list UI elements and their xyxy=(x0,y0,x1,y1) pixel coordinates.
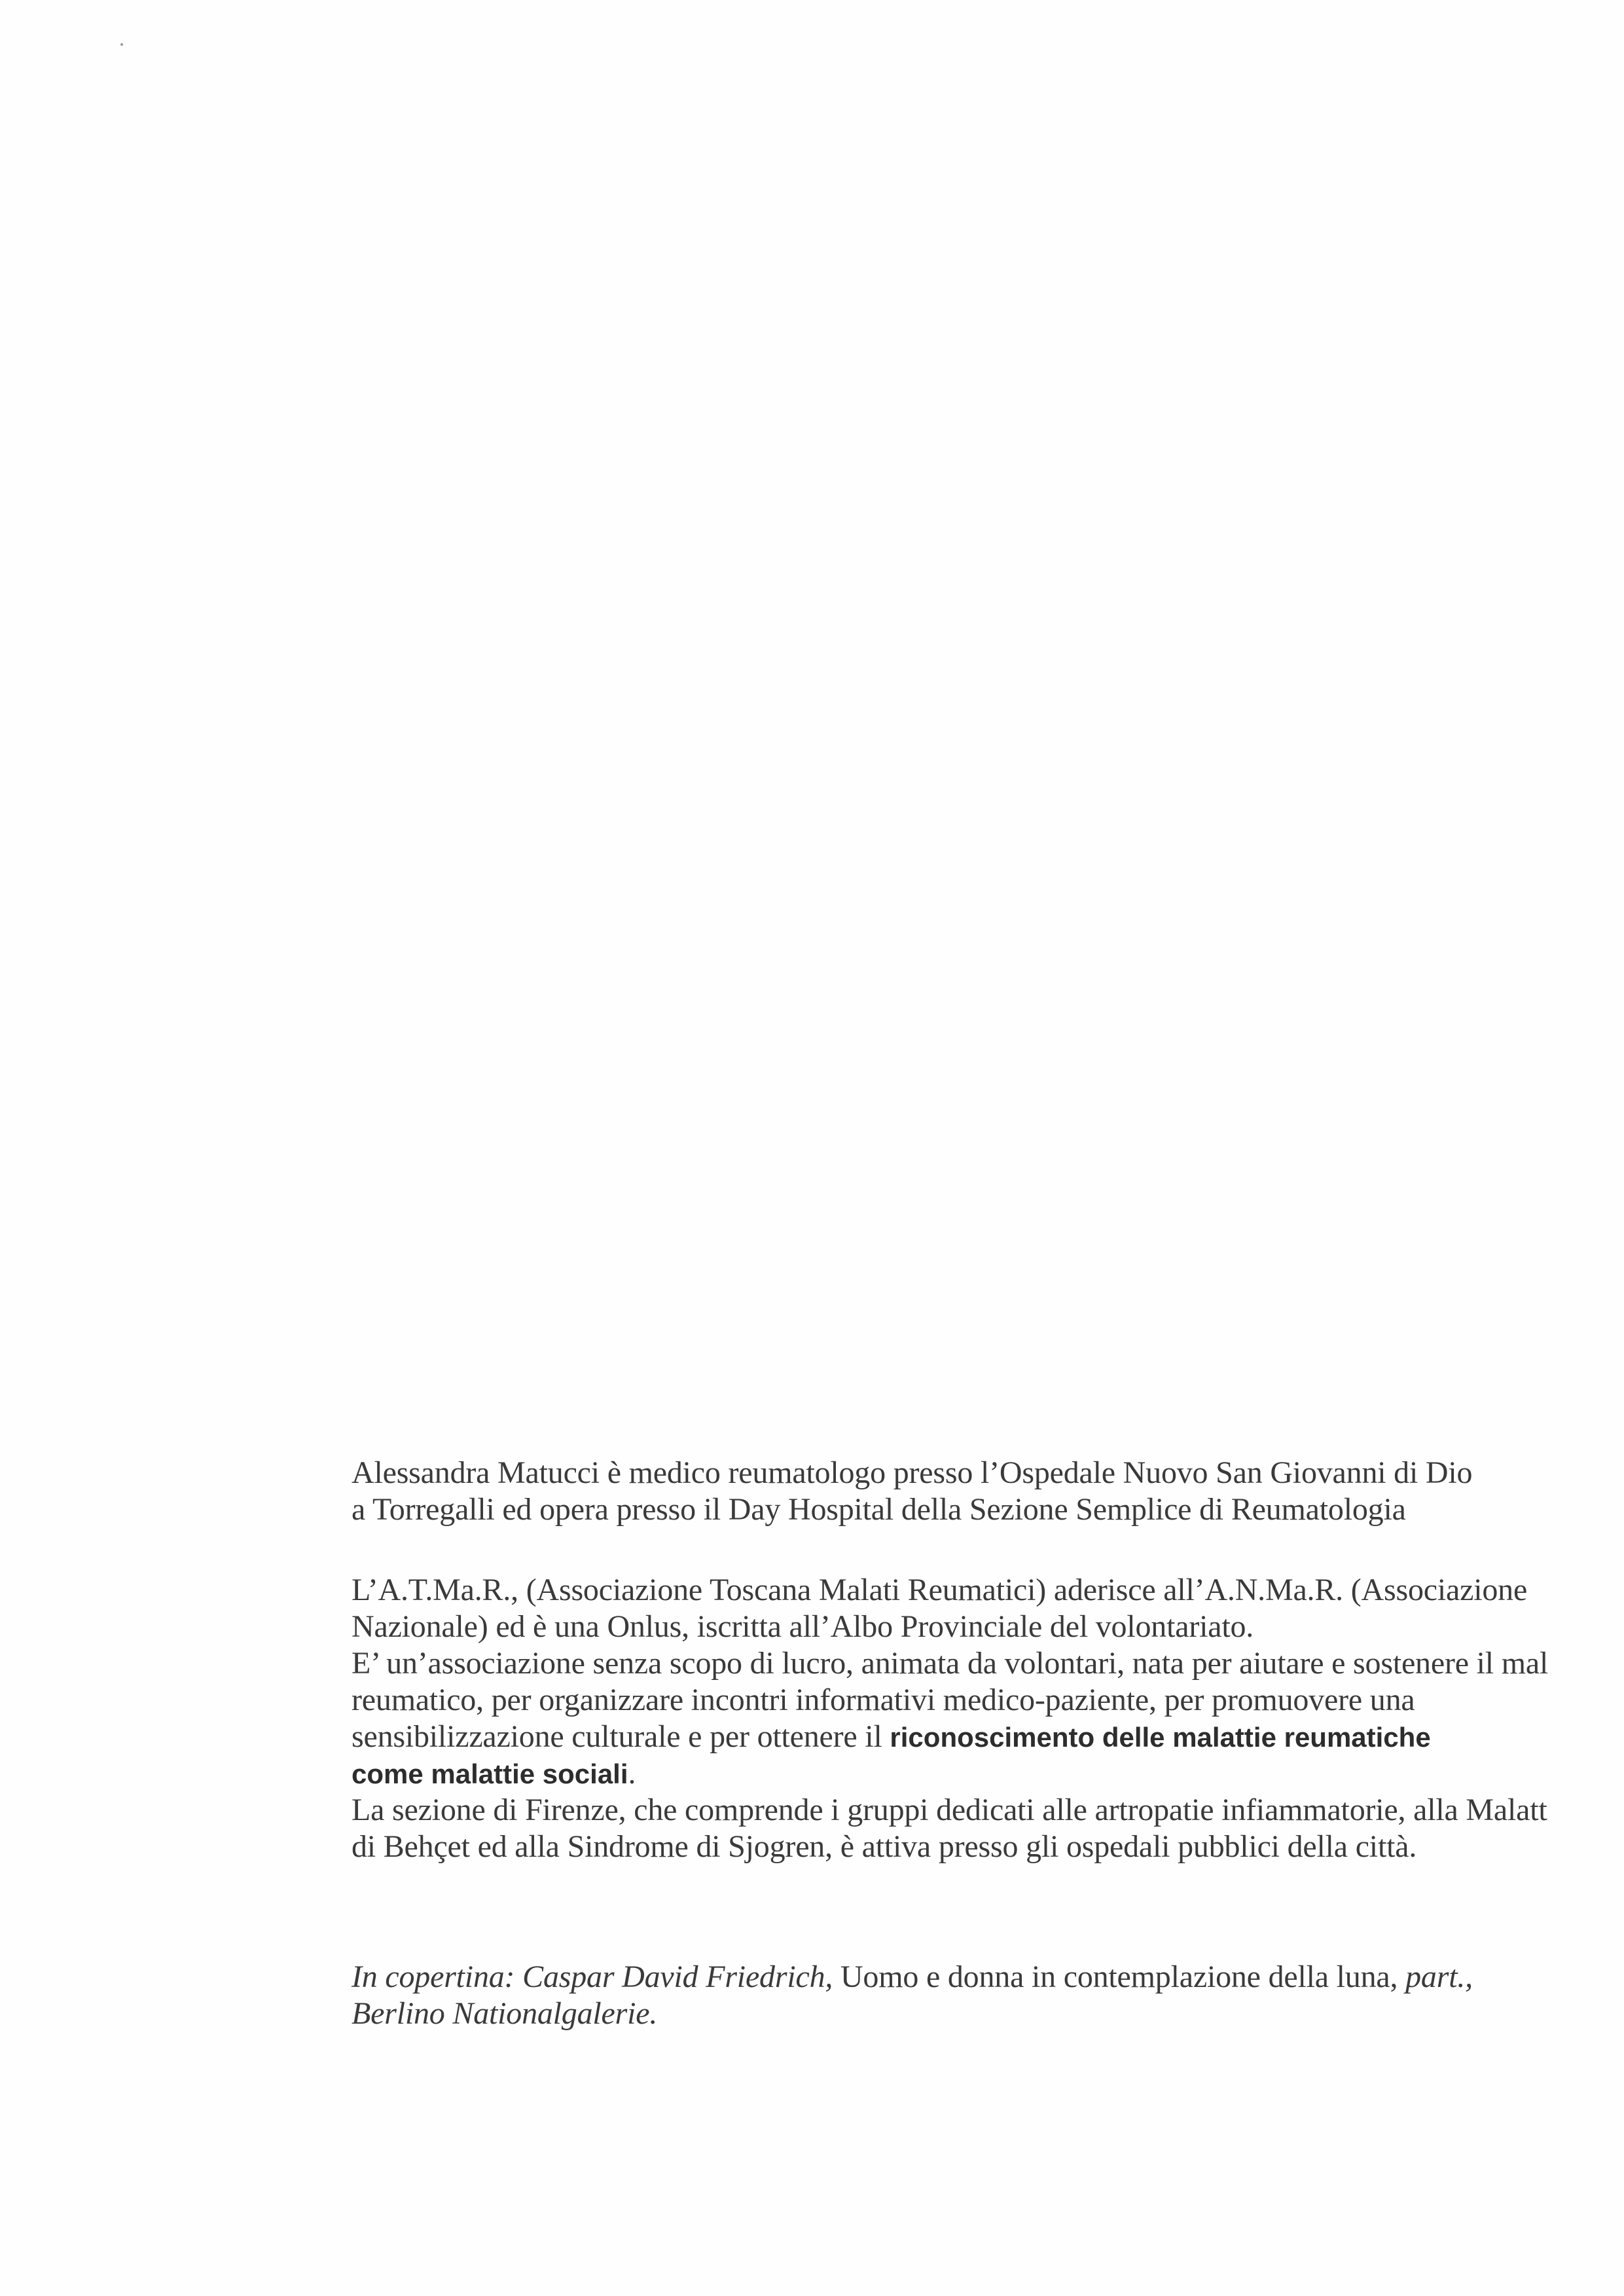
association-line-5 xyxy=(352,1719,1624,1755)
author-note-line-1: Alessandra Matucci è medico reumatologo presso l’Ospedale Nuovo San Giovanni di Dio xyxy=(352,1455,1473,1490)
association-line-5-text: sensibilizzazione culturale e per ottenere il xyxy=(352,1719,890,1754)
association-line-4: reumatico, per organizzare incontri informativi medico-paziente, per promuovere una xyxy=(352,1683,1415,1717)
cover-credit-location: Berlino Nationalgalerie. xyxy=(352,1996,658,2031)
cover-credit xyxy=(352,1959,1624,2032)
cover-credit-artwork-title: Uomo e donna in contemplazione della luna, xyxy=(833,1959,1406,1994)
association-highlight-recognition: riconoscimento delle malattie reumatiche xyxy=(890,1722,1431,1753)
cover-credit-part: part., xyxy=(1405,1959,1473,1994)
author-note-line-2: a Torregalli ed opera presso il Day Hospital della Sezione Semplice di Reumatologia xyxy=(352,1492,1406,1527)
association-line-8: di Behçet ed alla Sindrome di Sjogren, è attiva presso gli ospedali pubblici della città. xyxy=(352,1829,1417,1864)
association-line-2: Nazionale) ed è una Onlus, iscritta all’Albo Provinciale del volontariato. xyxy=(352,1609,1254,1644)
association-line-3: E’ un’associazione senza scopo di lucro, animata da volontari, nata per aiutare e sostenere il mal xyxy=(352,1646,1549,1681)
association-highlight-social: come malattie sociali xyxy=(352,1758,628,1789)
association-line-6 xyxy=(352,1755,1624,1792)
association-line-1: L’A.T.Ma.R., (Associazione Toscana Malati Reumatici) aderisce all’A.N.Ma.R. (Associazione xyxy=(352,1573,1528,1607)
cover-credit-label: In copertina: Caspar David Friedrich, xyxy=(352,1959,833,1994)
association-description xyxy=(352,1572,1624,1865)
scan-speck xyxy=(120,43,123,46)
association-line-6-period: . xyxy=(628,1756,636,1791)
cover-credit-line-1 xyxy=(352,1959,1624,1995)
author-note xyxy=(352,1455,1624,1528)
association-line-7: La sezione di Firenze, che comprende i gruppi dedicati alle artropatie infiammatorie, alla Malatt xyxy=(352,1793,1547,1827)
